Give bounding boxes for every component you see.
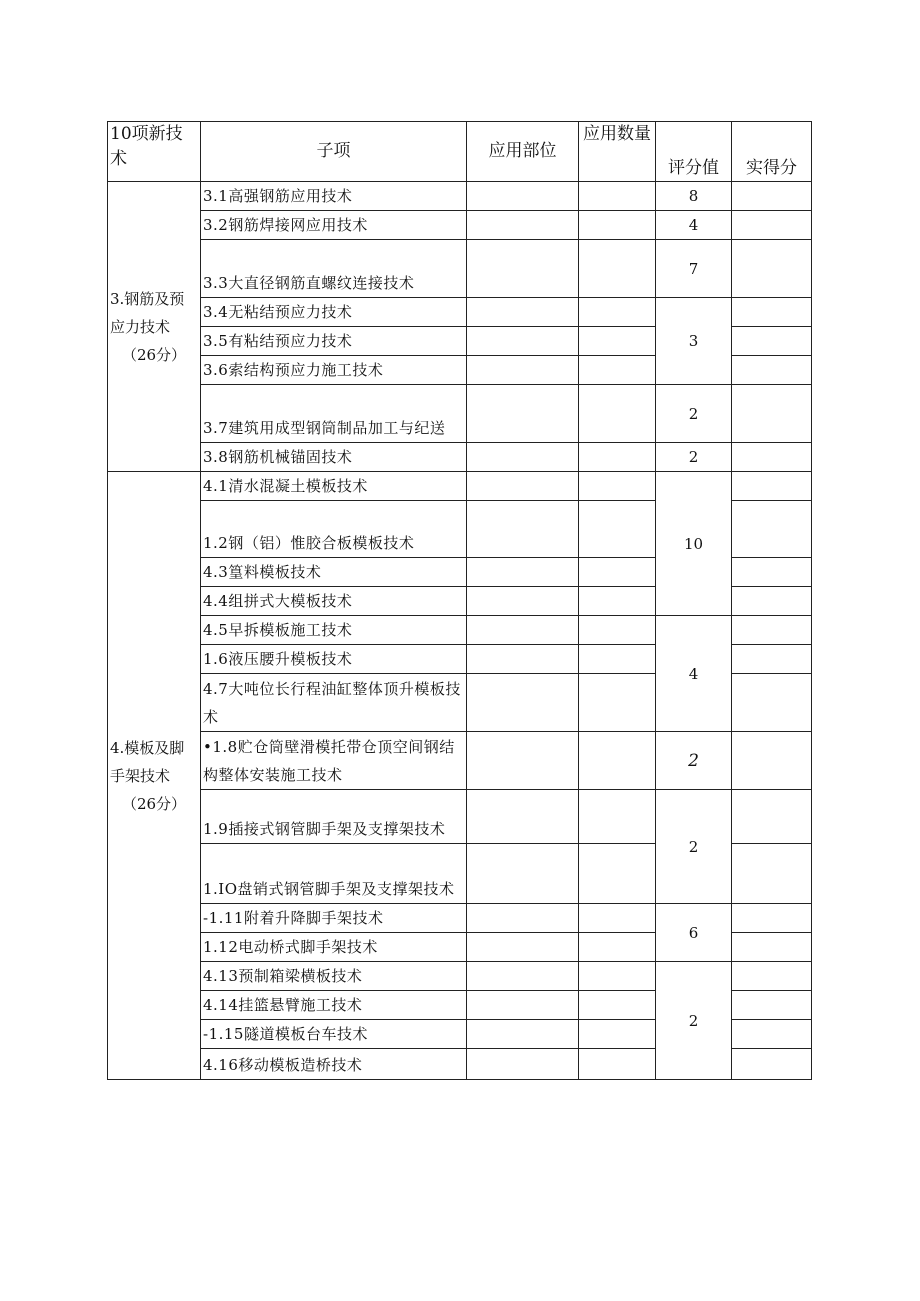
subitem-3-1: 3.1高强钢筋应用技术 (201, 182, 467, 211)
score-value-cell: 4 (656, 616, 732, 732)
score-value-cell: 2 (656, 732, 732, 790)
header-position: 应用部位 (467, 122, 579, 182)
actual-score-cell[interactable] (732, 933, 812, 962)
actual-score-cell[interactable] (732, 1020, 812, 1049)
actual-score-cell[interactable] (732, 182, 812, 211)
section-3-total: （26分） (121, 345, 187, 364)
table-row (108, 298, 812, 327)
table-row (108, 790, 812, 844)
table-row (108, 211, 812, 240)
section-4-total: （26分） (121, 794, 187, 813)
actual-score-cell[interactable] (732, 240, 812, 298)
actual-score-cell[interactable] (732, 472, 812, 501)
subitem-3-2: 3.2钢筋焊接网应用技术 (201, 211, 467, 240)
table-row (108, 616, 812, 645)
actual-score-cell[interactable] (732, 298, 812, 327)
subitem-4-6: 1.6液压腰升模板技术 (201, 645, 467, 674)
quantity-cell[interactable] (579, 1020, 656, 1049)
subitem-4-10: 1.IO盘销式钢管脚手架及支撑架技术 (201, 844, 467, 904)
quantity-cell[interactable] (579, 844, 656, 904)
score-value-cell: 2 (656, 443, 732, 472)
quantity-cell[interactable] (579, 211, 656, 240)
header-actual-score: 实得分 (732, 122, 812, 182)
quantity-cell[interactable] (579, 904, 656, 933)
subitem-3-5: 3.5有粘结预应力技术 (201, 327, 467, 356)
subitem-3-8: 3.8钢筋机械锚固技术 (201, 443, 467, 472)
subitem-4-12: 1.12电动桥式脚手架技术 (201, 933, 467, 962)
actual-score-cell[interactable] (732, 211, 812, 240)
subitem-4-16: 4.16移动模板造桥技术 (201, 1049, 467, 1080)
actual-score-cell[interactable] (732, 674, 812, 732)
section-4-category (108, 472, 201, 1080)
score-value-cell: 2 (656, 962, 732, 1080)
subitem-4-13: 4.13预制箱梁横板技术 (201, 962, 467, 991)
score-value-cell: 10 (656, 472, 732, 616)
table-row (108, 904, 812, 933)
table-row (108, 962, 812, 991)
quantity-cell[interactable] (579, 1049, 656, 1080)
header-score-value: 评分值 (656, 122, 732, 182)
score-value-cell: 2 (656, 790, 732, 904)
score-value-cell: 4 (656, 211, 732, 240)
score-value-cell: 2 (656, 385, 732, 443)
subitem-4-8: •1.8贮仓筒壁滑模托带仓顶空间钢结构整体安装施工技术 (201, 732, 467, 790)
subitem-4-4: 4.4组拼式大模板技术 (201, 587, 467, 616)
score-value-cell: 8 (656, 182, 732, 211)
subitem-4-14: 4.14挂篮悬臂施工技术 (201, 991, 467, 1020)
subitem-4-1: 4.1清水混凝土模板技术 (201, 472, 467, 501)
table-row (108, 182, 812, 211)
position-cell[interactable] (467, 790, 579, 844)
position-cell[interactable] (467, 674, 579, 732)
actual-score-cell[interactable] (732, 587, 812, 616)
subitem-4-9: 1.9插接式钢管脚手架及支撑架技术 (201, 790, 467, 844)
position-cell[interactable] (467, 472, 579, 501)
quantity-cell[interactable] (579, 616, 656, 645)
position-cell[interactable] (467, 558, 579, 587)
actual-score-cell[interactable] (732, 558, 812, 587)
position-cell[interactable] (467, 933, 579, 962)
position-cell[interactable] (467, 327, 579, 356)
table-row (108, 732, 812, 790)
position-cell[interactable] (467, 240, 579, 298)
actual-score-cell[interactable] (732, 991, 812, 1020)
position-cell[interactable] (467, 385, 579, 443)
subitem-4-2: 1.2钢（铝）惟胶合板模板技术 (201, 501, 467, 558)
section-4-name: 4.模板及脚手架技术 (110, 738, 185, 785)
position-cell[interactable] (467, 298, 579, 327)
score-value-cell: 6 (656, 904, 732, 962)
quantity-cell[interactable] (579, 327, 656, 356)
quantity-cell[interactable] (579, 298, 656, 327)
actual-score-cell[interactable] (732, 732, 812, 790)
section-3-name: 3.钢筋及预应力技术 (110, 289, 185, 336)
subitem-3-3: 3.3大直径钢筋直螺纹连接技术 (201, 240, 467, 298)
position-cell[interactable] (467, 991, 579, 1020)
position-cell[interactable] (467, 844, 579, 904)
position-cell[interactable] (467, 732, 579, 790)
subitem-4-3: 4.3篁料模板技术 (201, 558, 467, 587)
header-row (108, 122, 812, 182)
quantity-cell[interactable] (579, 587, 656, 616)
quantity-cell[interactable] (579, 933, 656, 962)
position-cell[interactable] (467, 616, 579, 645)
quantity-cell[interactable] (579, 790, 656, 844)
actual-score-cell[interactable] (732, 327, 812, 356)
position-cell[interactable] (467, 1049, 579, 1080)
actual-score-cell[interactable] (732, 443, 812, 472)
quantity-cell[interactable] (579, 674, 656, 732)
actual-score-cell[interactable] (732, 356, 812, 385)
position-cell[interactable] (467, 904, 579, 933)
actual-score-cell[interactable] (732, 790, 812, 844)
actual-score-cell[interactable] (732, 385, 812, 443)
position-cell[interactable] (467, 962, 579, 991)
position-cell[interactable] (467, 1020, 579, 1049)
actual-score-cell[interactable] (732, 962, 812, 991)
subitem-4-15: -1.15隧道模板台车技术 (201, 1020, 467, 1049)
table-row (108, 240, 812, 298)
subitem-3-7: 3.7建筑用成型钢筒制品加工与纪送 (201, 385, 467, 443)
actual-score-cell[interactable] (732, 1049, 812, 1080)
quantity-cell[interactable] (579, 182, 656, 211)
table-row (108, 443, 812, 472)
subitem-4-7: 4.7大吨位长行程油缸整体顶升模板技术 (201, 674, 467, 732)
table-row (108, 385, 812, 443)
quantity-cell[interactable] (579, 732, 656, 790)
position-cell[interactable] (467, 443, 579, 472)
position-cell[interactable] (467, 645, 579, 674)
header-subitem: 子项 (201, 122, 467, 182)
section-3-category (108, 182, 201, 472)
quantity-cell[interactable] (579, 558, 656, 587)
quantity-cell[interactable] (579, 501, 656, 558)
actual-score-cell[interactable] (732, 904, 812, 933)
actual-score-cell[interactable] (732, 844, 812, 904)
score-value-cell: 7 (656, 240, 732, 298)
quantity-cell[interactable] (579, 962, 656, 991)
position-cell[interactable] (467, 356, 579, 385)
actual-score-cell[interactable] (732, 501, 812, 558)
quantity-cell[interactable] (579, 645, 656, 674)
quantity-cell[interactable] (579, 240, 656, 298)
actual-score-cell[interactable] (732, 616, 812, 645)
subitem-3-6: 3.6索结构预应力施工技术 (201, 356, 467, 385)
quantity-cell[interactable] (579, 472, 656, 501)
subitem-3-4: 3.4无粘结预应力技术 (201, 298, 467, 327)
position-cell[interactable] (467, 501, 579, 558)
header-category: 10项新技术 (108, 122, 201, 182)
subitem-4-5: 4.5早拆模板施工技术 (201, 616, 467, 645)
quantity-cell[interactable] (579, 991, 656, 1020)
quantity-cell[interactable] (579, 356, 656, 385)
table-row (108, 472, 812, 501)
position-cell[interactable] (467, 587, 579, 616)
position-cell[interactable] (467, 182, 579, 211)
actual-score-cell[interactable] (732, 645, 812, 674)
quantity-cell[interactable] (579, 443, 656, 472)
header-quantity: 应用数量 (579, 122, 656, 182)
subitem-4-11: -1.11附着升降脚手架技术 (201, 904, 467, 933)
quantity-cell[interactable] (579, 385, 656, 443)
scoring-table (107, 121, 812, 1080)
score-value-cell: 3 (656, 298, 732, 385)
position-cell[interactable] (467, 211, 579, 240)
